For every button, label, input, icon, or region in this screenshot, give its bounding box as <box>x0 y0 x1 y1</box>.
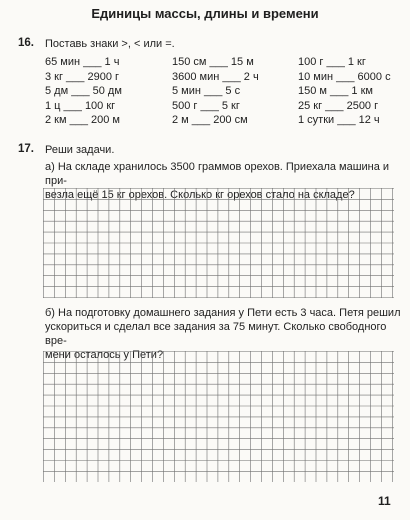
exercise-column-2 <box>172 55 259 128</box>
exercise-item: 2 м ___ 200 см <box>172 114 248 127</box>
problem-b-line: мени осталось у Пети? <box>45 349 164 361</box>
exercise-item: 65 мин ___ 1 ч <box>45 56 120 68</box>
page-title: Единицы массы, длины и времени <box>91 6 319 21</box>
exercise-item: 2 км ___ 200 м <box>45 114 120 127</box>
exercise-item: 150 м ___ 1 км <box>298 85 373 98</box>
task-17-number: 17. <box>18 143 34 155</box>
exercise-item: 150 см ___ 15 м <box>172 56 254 68</box>
exercise-item: 100 г ___ 1 кг <box>298 56 366 68</box>
problem-b-line: б) На подготовку домашнего задания у Пети есть 3 часа. Петя решил <box>45 307 401 319</box>
exercise-item: 1 сутки ___ 12 ч <box>298 114 380 127</box>
problem-a-line: везла ещё 15 кг орехов. Сколько кг орехов стало на складе? <box>45 189 355 201</box>
exercise-item: 5 дм ___ 50 дм <box>45 85 122 98</box>
task-16-instruction: Поставь знаки >, < или =. <box>45 38 175 50</box>
task-17-instruction: Реши задачи. <box>45 144 115 156</box>
exercise-item: 10 мин ___ 6000 с <box>298 70 391 83</box>
problem-b-line: ускориться и сделал все задания за 75 минут. Сколько свободного вре- <box>45 321 387 347</box>
answer-grid-a[interactable] <box>43 188 394 298</box>
grid-lines <box>43 188 394 298</box>
exercise-column-1 <box>45 55 122 128</box>
exercise-item: 3 кг ___ 2900 г <box>45 70 120 83</box>
exercise-item: 1 ц ___ 100 кг <box>45 99 116 112</box>
problem-a-line: а) На складе хранилось 3500 граммов орехов. Приехала машина и при- <box>45 161 390 187</box>
exercise-item: 25 кг ___ 2500 г <box>298 99 379 112</box>
page-number: 11 <box>378 494 391 508</box>
grid-lines <box>43 351 394 482</box>
exercise-item: 5 мин ___ 5 с <box>172 85 241 98</box>
task-16-number: 16. <box>18 37 34 49</box>
answer-grid-b[interactable] <box>43 351 394 482</box>
exercise-column-3 <box>298 55 391 128</box>
exercise-item: 3600 мин ___ 2 ч <box>172 70 259 83</box>
exercise-item: 500 г ___ 5 кг <box>172 99 240 112</box>
